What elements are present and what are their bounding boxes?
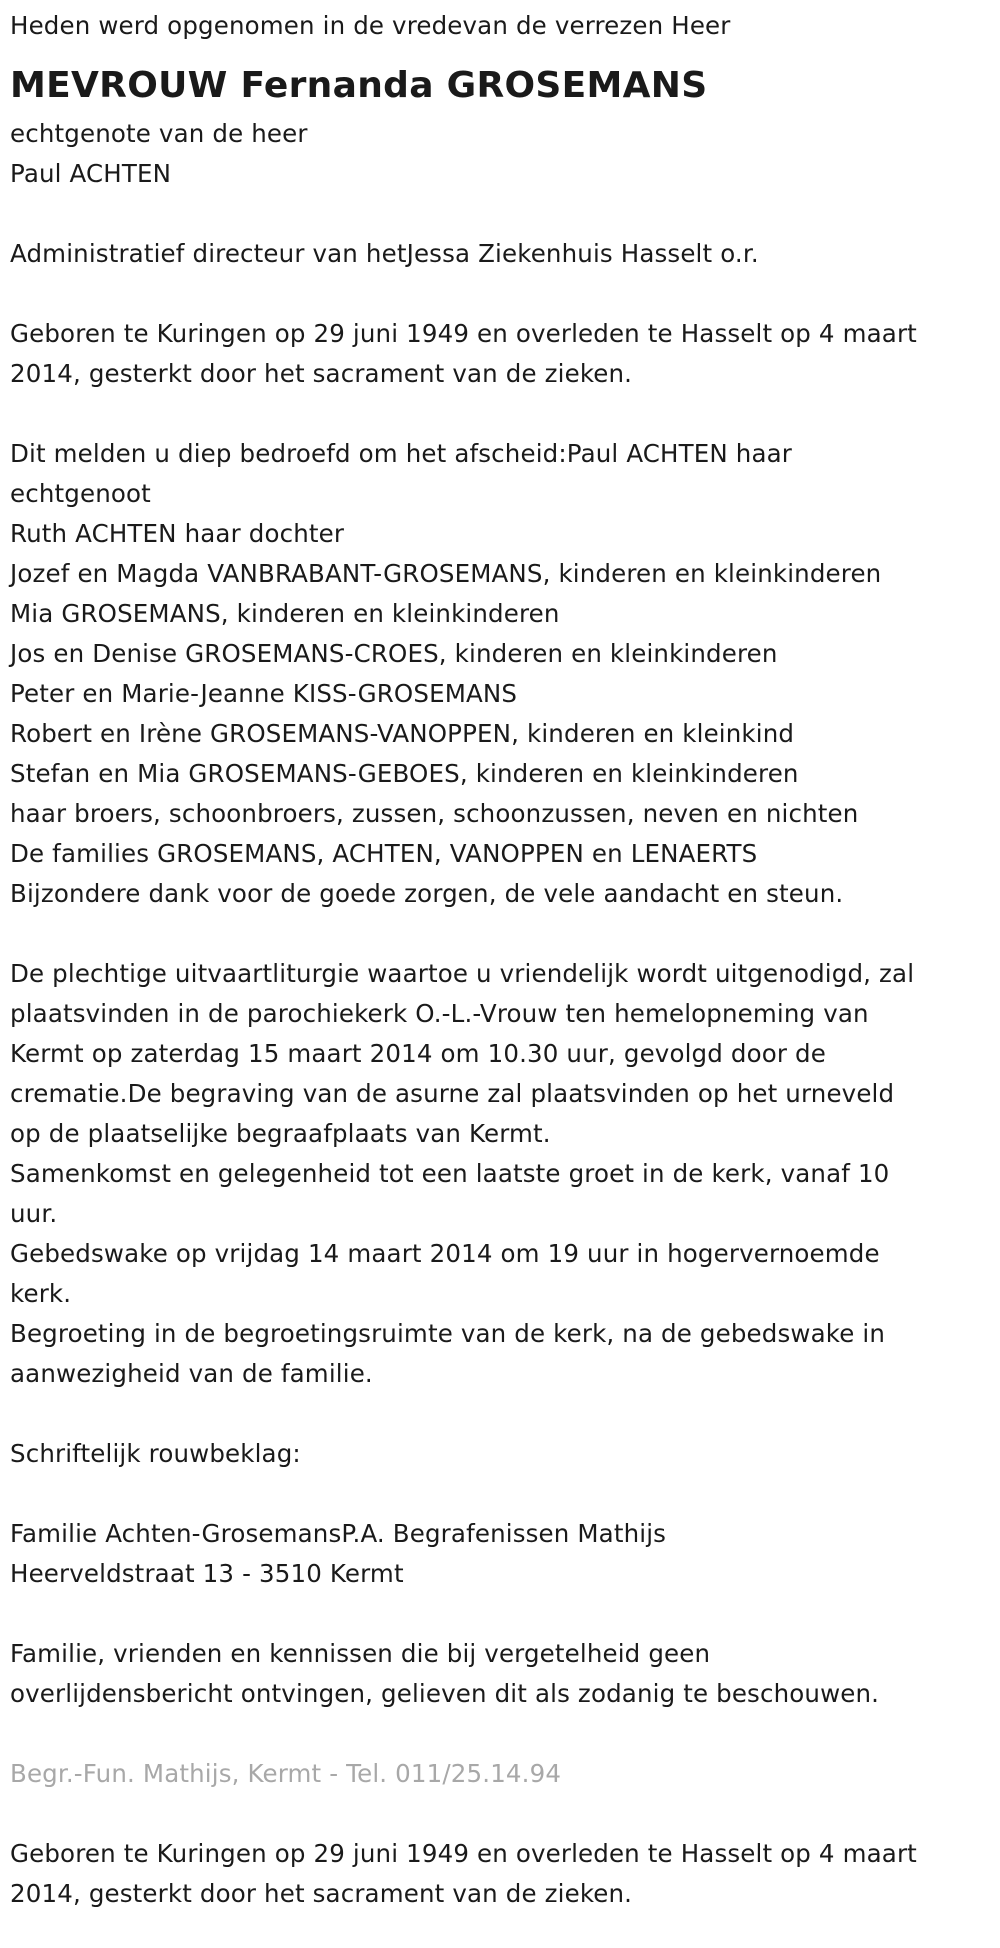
ceremony-section [10, 954, 990, 1394]
spacer [10, 1714, 990, 1754]
ceremony-line: Samenkomst en gelegenheid tot een laatste groet in de kerk, vanaf 10 [10, 1159, 890, 1188]
spacer [10, 1794, 990, 1834]
ceremony-line: aanwezigheid van de familie. [10, 1359, 373, 1388]
mourner-line: Bijzondere dank voor de goede zorgen, de vele aandacht en steun. [10, 879, 844, 908]
spouse-label: echtgenote van de heer [10, 119, 308, 148]
notice-line: Familie, vrienden en kennissen die bij vergetelheid geen [10, 1639, 711, 1668]
ceremony-line: crematie.De begraving van de asurne zal plaatsvinden op het urneveld [10, 1079, 895, 1108]
spacer [10, 194, 990, 234]
spacer [10, 1594, 990, 1634]
address-section [10, 1514, 990, 1594]
spacer [10, 914, 990, 954]
mourner-line: Robert en Irène GROSEMANS-VANOPPEN, kinderen en kleinkind [10, 719, 795, 748]
mourner-line: Mia GROSEMANS, kinderen en kleinkinderen [10, 599, 560, 628]
spacer [10, 1474, 990, 1514]
funeral-home-line: Begr.-Fun. Mathijs, Kermt - Tel. 011/25.14.94 [10, 1759, 562, 1788]
ceremony-line: plaatsvinden in de parochiekerk O.-L.-Vrouw ten hemelopneming van [10, 999, 869, 1028]
birth-death-repeat-section [10, 1834, 990, 1914]
ceremony-line: Gebedswake op vrijdag 14 maart 2014 om 19 uur in hogervernoemde [10, 1239, 880, 1268]
mourner-line: Jos en Denise GROSEMANS-CROES, kinderen en kleinkinderen [10, 639, 778, 668]
ceremony-line: De plechtige uitvaartliturgie waartoe u vriendelijk wordt uitgenodigd, zal [10, 959, 915, 988]
ceremony-line: kerk. [10, 1279, 72, 1308]
occupation-line: Administratief directeur van hetJessa Ziekenhuis Hasselt o.r. [10, 239, 759, 268]
spacer [10, 1394, 990, 1434]
ceremony-line: uur. [10, 1199, 58, 1228]
ceremony-line: Begroeting in de begroetingsruimte van de kerk, na de gebedswake in [10, 1319, 886, 1348]
mourner-line: Dit melden u diep bedroefd om het afscheid:Paul ACHTEN haar [10, 439, 793, 468]
mourner-line: Peter en Marie-Jeanne KISS-GROSEMANS [10, 679, 518, 708]
spacer [10, 274, 990, 314]
ceremony-line: op de plaatselijke begraafplaats van Kermt. [10, 1119, 551, 1148]
mourner-line: echtgenoot [10, 479, 151, 508]
mourner-line: Stefan en Mia GROSEMANS-GEBOES, kinderen en kleinkinderen [10, 759, 799, 788]
deceased-name: MEVROUW Fernanda GROSEMANS [10, 65, 708, 106]
spacer [10, 394, 990, 434]
birth-death-line: 2014, gesterkt door het sacrament van de zieken. [10, 359, 633, 388]
address-line: Heerveldstraat 13 - 3510 Kermt [10, 1559, 404, 1588]
intro-line: Heden werd opgenomen in de vredevan de verrezen Heer [10, 11, 731, 40]
birth-death-line: Geboren te Kuringen op 29 juni 1949 en overleden te Hasselt op 4 maart [10, 319, 917, 348]
mourner-line: haar broers, schoonbroers, zussen, schoonzussen, neven en nichten [10, 799, 859, 828]
spouse-name: Paul ACHTEN [10, 159, 172, 188]
mourner-line: Jozef en Magda VANBRABANT-GROSEMANS, kinderen en kleinkinderen [10, 559, 882, 588]
notice-section [10, 1634, 990, 1714]
mourners-section [10, 434, 990, 914]
birth-death-section [10, 314, 990, 394]
mourner-line: De families GROSEMANS, ACHTEN, VANOPPEN en LENAERTS [10, 839, 758, 868]
ceremony-line: Kermt op zaterdag 15 maart 2014 om 10.30 uur, gevolgd door de [10, 1039, 826, 1068]
address-line: Familie Achten-GrosemansP.A. Begrafenissen Mathijs [10, 1519, 667, 1548]
birth-death-line: Geboren te Kuringen op 29 juni 1949 en overleden te Hasselt op 4 maart [10, 1839, 917, 1868]
mourner-line: Ruth ACHTEN haar dochter [10, 519, 345, 548]
notice-line: overlijdensbericht ontvingen, gelieven dit als zodanig te beschouwen. [10, 1679, 880, 1708]
birth-death-line: 2014, gesterkt door het sacrament van de zieken. [10, 1879, 633, 1908]
condolence-label: Schriftelijk rouwbeklag: [10, 1439, 301, 1468]
